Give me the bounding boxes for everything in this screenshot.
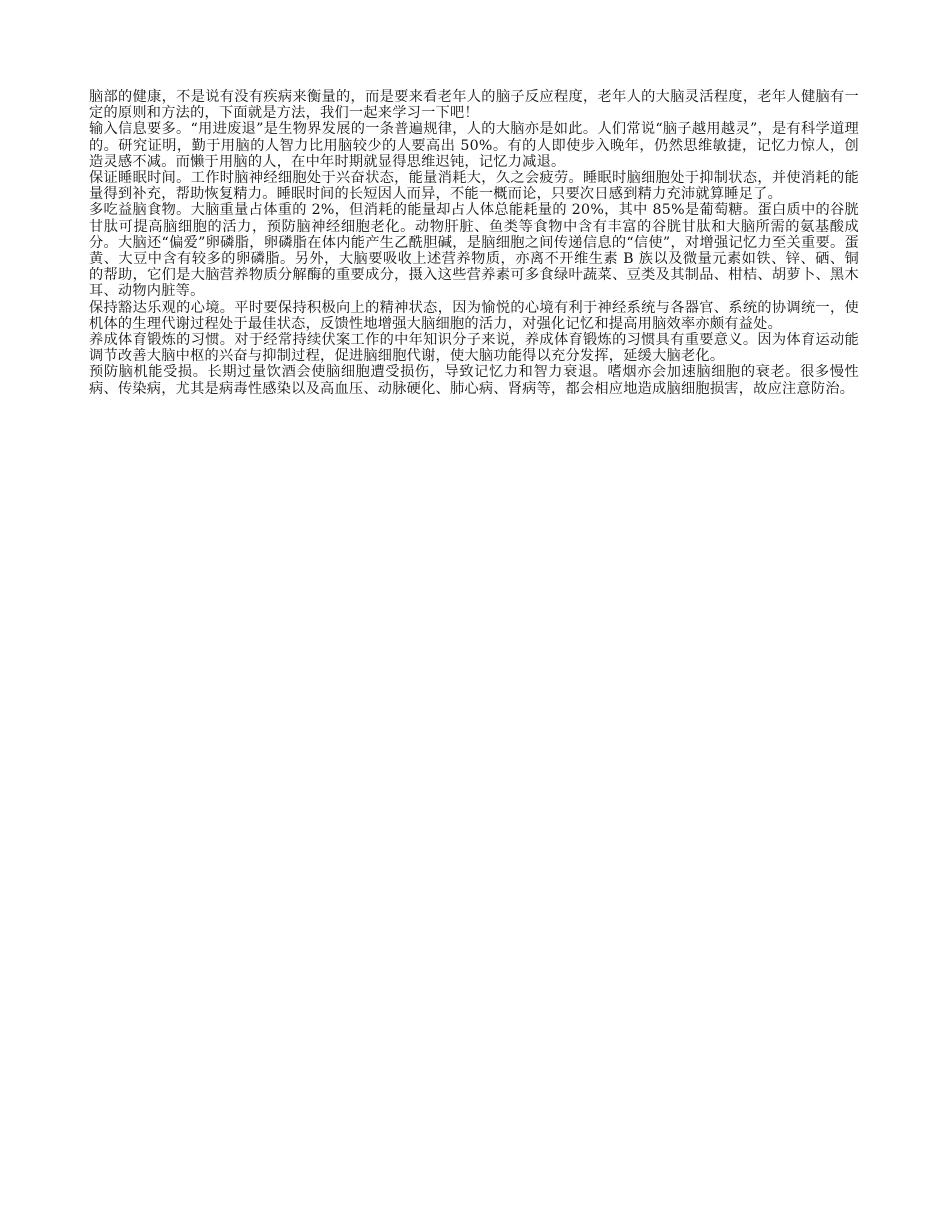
paragraph-prevent-damage: 预防脑机能受损。长期过量饮酒会使脑细胞遭受损伤，导致记忆力和智力衰退。嗜烟亦会加速脑细胞的衰老。很多慢性病、传染病，尤其是病毒性感染以及高血压、动脉硬化、肺心病、肾病等，都会相应地造成脑细胞损害，故应注意防治。 — [89, 364, 859, 397]
paragraph-exercise: 养成体育锻炼的习惯。对于经常持续伏案工作的中年知识分子来说，养成体育锻炼的习惯具有重要意义。因为体育运动能调节改善大脑中枢的兴奋与抑制过程，促进脑细胞代谢，使大脑功能得以充分发挥，延缓大脑老化。 — [89, 332, 859, 365]
paragraph-sleep: 保证睡眠时间。工作时脑神经细胞处于兴奋状态，能量消耗大，久之会疲劳。睡眠时脑细胞处于抑制状态，并使消耗的能量得到补充，帮助恢复精力。睡眠时间的长短因人而异，不能一概而论，只要次日感到精力充沛就算睡足了。 — [89, 170, 859, 203]
paragraph-input-information: 输入信息要多。“用进废退”是生物界发展的一条普遍规律，人的大脑亦是如此。人们常说“脑子越用越灵”，是有科学道理的。研究证明，勤于用脑的人智力比用脑较少的人要高出 50%。有的人即使步入晚年，仍然思维敏捷，记忆力惊人，创造灵感不减。而懒于用脑的人，在中年时期就显得思维迟钝，记忆力减退。 — [89, 121, 859, 170]
paragraph-optimism: 保持豁达乐观的心境。平时要保持积极向上的精神状态，因为愉悦的心境有利于神经系统与各器官、系统的协调统一，使机体的生理代谢过程处于最佳状态，反馈性地增强大脑细胞的活力，对强化记忆和提高用脑效率亦颇有益处。 — [89, 299, 859, 332]
paragraph-brain-food: 多吃益脑食物。大脑重量占体重的 2%，但消耗的能量却占人体总能耗量的 20%，其中 85%是葡萄糖。蛋白质中的谷胱甘肽可提高脑细胞的活力，预防脑神经细胞老化。动物肝脏、鱼类等食物中含有丰富的谷胱甘肽和大脑所需的氨基酸成分。大脑还“偏爱”卵磷脂，卵磷脂在体内能产生乙酰胆碱，是脑细胞之间传递信息的“信使”，对增强记忆力至关重要。蛋黄、大豆中含有较多的卵磷脂。另外，大脑要吸收上述营养物质，亦离不开维生素 B 族以及微量元素如铁、锌、硒、铜的帮助，它们是大脑营养物质分解酶的重要成分，摄入这些营养素可多食绿叶蔬菜、豆类及其制品、柑桔、胡萝卜、黑木耳、动物内脏等。 — [89, 202, 859, 300]
intro-paragraph: 脑部的健康，不是说有没有疾病来衡量的，而是要来看老年人的脑子反应程度，老年人的大脑灵活程度，老年人健脑有一定的原则和方法的，下面就是方法，我们一起来学习一下吧！ — [89, 89, 859, 122]
document-body — [89, 89, 859, 397]
